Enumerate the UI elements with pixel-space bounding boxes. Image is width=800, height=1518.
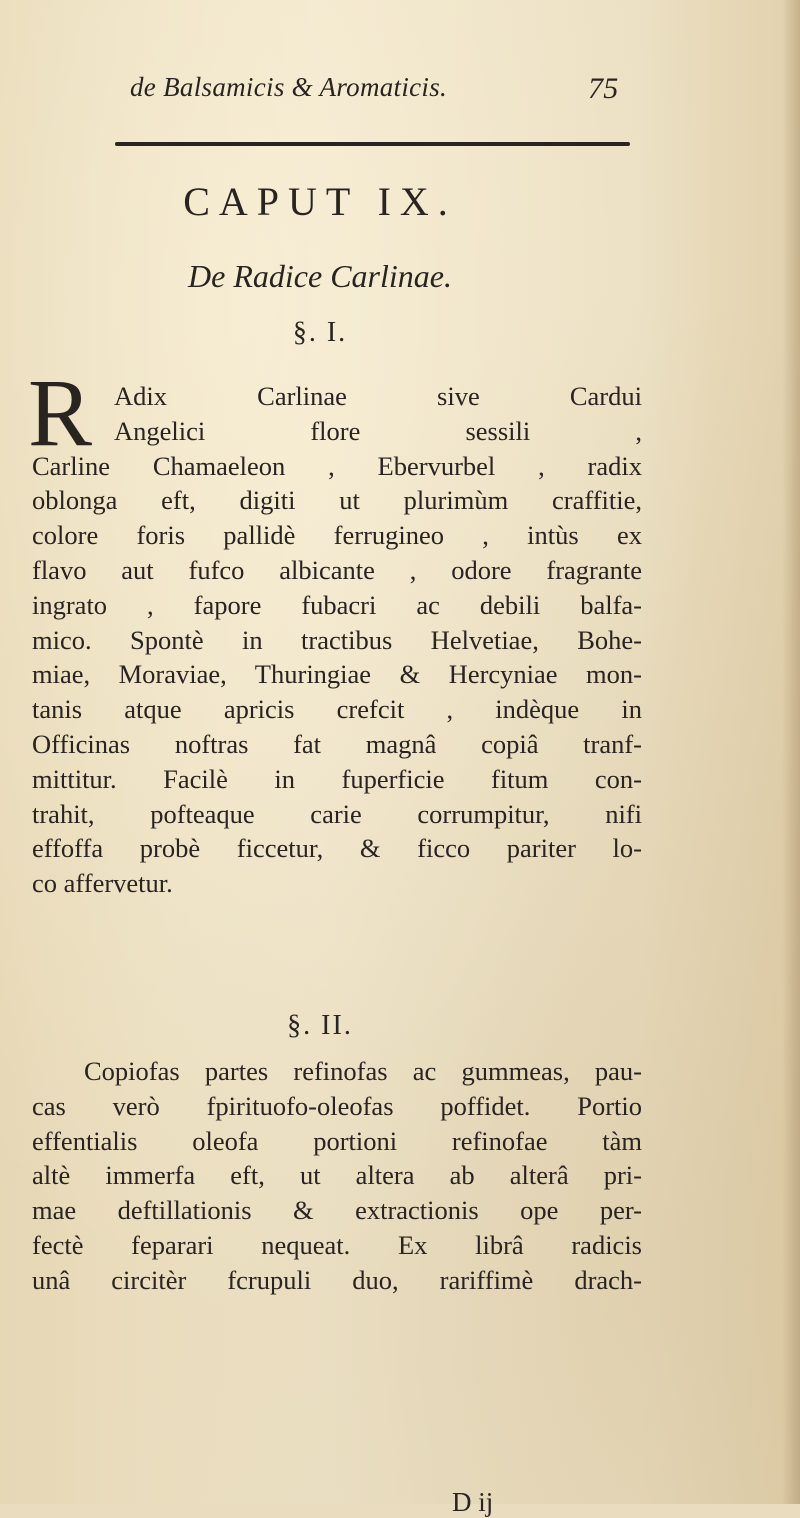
section-2-body [32,1054,642,1298]
text-line: unâ circitèr fcrupuli duo, rariffimè drach- [32,1264,642,1295]
text-line: mico. Spontè in tractibus Helvetiae, Bohe- [32,624,642,655]
text-line: colore foris pallidè ferrugineo , intùs ex [32,520,642,551]
chapter-subtitle: De Radice Carlinae. [188,258,452,294]
signature-mark: D ij [452,1487,494,1517]
text-line: cas verò fpirituofo-oleofas poffidet. Portio [32,1090,642,1121]
text-line: mae deftillationis & extractionis ope per- [32,1195,642,1226]
running-head-title: de Balsamicis & Aromaticis. [130,72,448,102]
text-line: trahit, pofteaque carie corrumpitur, nifi [32,798,642,829]
drop-capital: R [28,359,93,466]
text-line: co affervetur. [32,868,173,899]
text-line: ingrato , fapore fubacri ac debili balfa- [32,589,642,620]
text-line: Carline Chamaeleon , Ebervurbel , radix [32,450,642,481]
text-line: altè immerfa eft, ut altera ab alterâ pri- [32,1160,642,1191]
text-line: effoffa probè ficcetur, & ficco pariter lo- [32,833,642,864]
text-line: Copiofas partes refinofas ac gummeas, pau- [84,1056,642,1086]
text-line: Officinas noftras fat magnâ copiâ tranf- [32,728,642,759]
text-line: oblonga eft, digiti ut plurimùm craffitie, [32,485,642,516]
section-1-body [32,379,642,901]
page-gutter-shadow [782,0,800,1504]
text-line: miae, Moraviae, Thuringiae & Hercyniae mon- [32,659,642,690]
text-line: mittitur. Facilè in fuperficie fitum con- [32,763,642,794]
text-line: tanis atque apricis crefcit , indèque in [32,694,642,725]
header-rule [115,142,630,146]
text-line: fectè feparari nequeat. Ex librâ radicis [32,1229,642,1260]
text-line: flavo aut fufco albicante , odore fragrante [32,554,642,585]
chapter-heading: CAPUT IX. [183,179,457,224]
section-mark-1: §. I. [292,317,348,348]
section-mark-2: §. II. [287,1010,353,1041]
text-line: effentialis oleofa portioni refinofae tàm [32,1125,642,1156]
text-line: Adix Carlinae sive Cardui [114,381,642,411]
page-number: 75 [588,72,619,105]
text-line: Angelici flore sessili , [114,415,642,446]
